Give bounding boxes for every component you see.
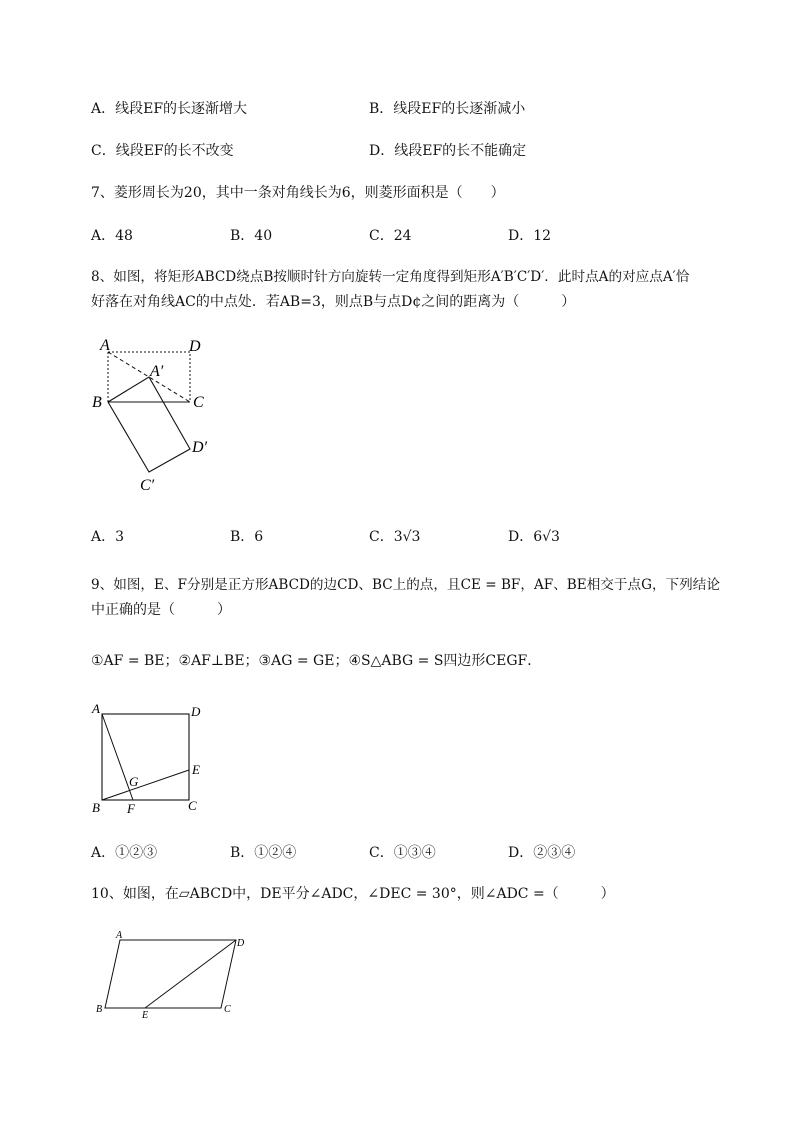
q10-label-a: A: [116, 930, 123, 941]
q8-option-c: C．3√3: [369, 529, 421, 545]
q8-option-a: A．3: [91, 529, 125, 545]
q6-option-c: C．线段EF的长不改变: [91, 143, 234, 159]
q8-label-b: B: [92, 394, 102, 411]
q8-label-a: A: [100, 337, 110, 354]
q7-option-a: A．48: [91, 228, 133, 244]
q10-label-e: E: [142, 1010, 149, 1020]
q8-label-d: D: [189, 338, 201, 355]
q9-square: [102, 714, 189, 800]
q9-option-a: A．①②③: [91, 845, 158, 861]
q9-label-f: F: [127, 801, 135, 816]
q8-rect-rotated: [108, 377, 190, 472]
q9-option-d: D．②③④: [508, 845, 576, 861]
q10-label-b: B: [96, 1004, 103, 1015]
q8-stem-line2: 好落在对角线AC的中点处．若AB=3，则点B与点D¢之间的距离为（ ）: [91, 294, 576, 310]
q10-figure: [92, 928, 252, 1020]
q7-option-d: D．12: [508, 228, 552, 244]
q9-label-d: D: [191, 704, 201, 719]
q10-label-d: D: [237, 938, 245, 949]
q9-label-a: A: [92, 701, 100, 716]
q9-figure: [88, 700, 213, 818]
q8-figure: [88, 332, 228, 498]
q8-label-d-prime: D′: [192, 439, 208, 456]
q8-label-c-prime: C′: [140, 477, 155, 494]
q7-stem: 7、菱形周长为20，其中一条对角线长为6，则菱形面积是（ ）: [91, 185, 505, 201]
q8-label-a-prime: A′: [150, 363, 164, 380]
q9-statements: ①AF = BE；②AF⊥BE；③AG = GE；④S△ABG = S四边形CEGF．: [91, 653, 542, 669]
q10-parallelogram: [105, 940, 236, 1008]
q8-option-d: D．6√3: [508, 529, 560, 545]
q9-stem-line2: 中正确的是（ ）: [91, 602, 231, 618]
q9-label-g: G: [129, 774, 139, 789]
q9-label-c: C: [188, 798, 197, 813]
q8-label-c: C: [193, 394, 204, 411]
q8-stem-line1: 8、如图，将矩形ABCD绕点B按顺时针方向旋转一定角度得到矩形A′B′C′D′．此时点A的对应点A′恰: [91, 269, 690, 285]
q8-option-b: B．6: [230, 529, 264, 545]
q10-label-c: C: [224, 1004, 231, 1015]
q9-segment-be: [102, 770, 189, 800]
q6-option-b: B．线段EF的长逐渐减小: [369, 101, 526, 117]
q6-option-d: D．线段EF的长不能确定: [369, 143, 527, 159]
q9-option-c: C．①③④: [369, 845, 436, 861]
q9-label-e: E: [192, 762, 200, 777]
q9-option-b: B．①②④: [230, 845, 297, 861]
q9-label-b: B: [92, 800, 100, 815]
q9-stem-line1: 9、如图，E、F分别是正方形ABCD的边CD、BC上的点，且CE = BF，AF、BE相交于点G，下列结论: [91, 577, 720, 593]
q10-segment-de: [145, 940, 236, 1008]
q7-option-b: B．40: [230, 228, 273, 244]
q10-stem: 10、如图，在▱ABCD中，DE平分∠ADC，∠DEC = 30°，则∠ADC =（ ）: [91, 886, 615, 902]
q7-option-c: C．24: [369, 228, 412, 244]
q6-option-a: A．线段EF的长逐渐增大: [91, 101, 248, 117]
